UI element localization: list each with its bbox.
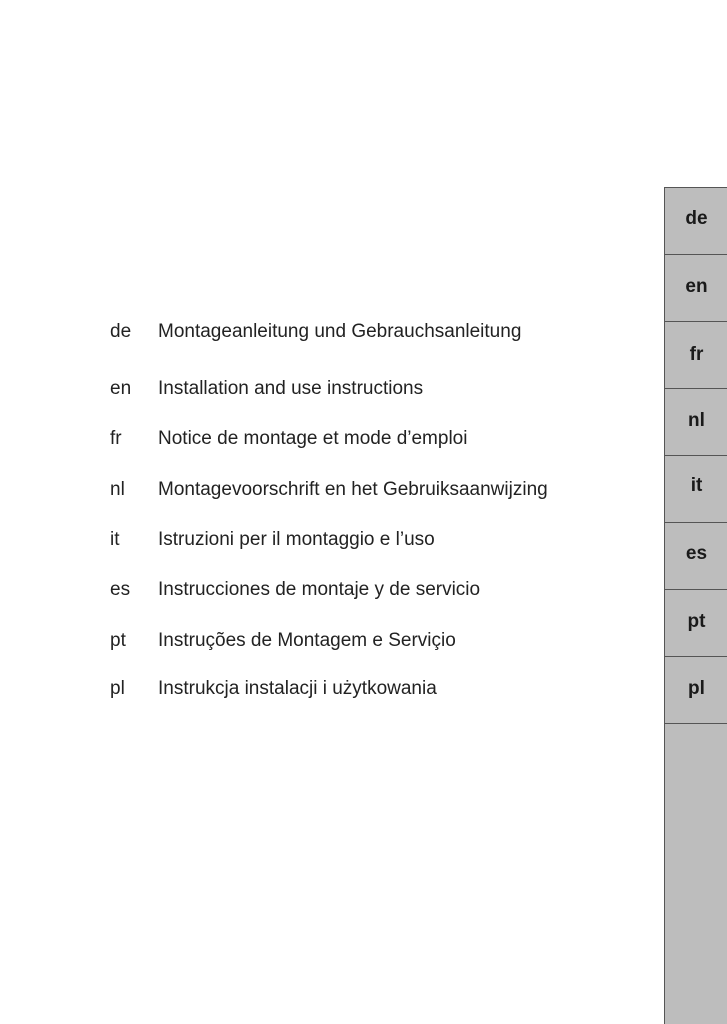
tab-label: en (685, 276, 708, 297)
language-row-pt (110, 627, 630, 655)
tab-pl[interactable] (665, 657, 727, 724)
language-code: it (110, 529, 120, 550)
tab-label: de (685, 208, 708, 229)
language-code: nl (110, 479, 125, 500)
language-row-nl (110, 476, 630, 504)
language-title: Instrukcja instalacji i użytkowania (158, 678, 437, 699)
tab-de[interactable] (665, 188, 727, 255)
language-title: Montagevoorschrift en het Gebruiksaanwijzing (158, 479, 548, 500)
language-title: Istruzioni per il montaggio e l’uso (158, 529, 435, 550)
language-code: pl (110, 678, 125, 699)
language-row-it (110, 526, 630, 554)
tab-es[interactable] (665, 523, 727, 590)
language-row-es (110, 576, 630, 604)
tab-pt[interactable] (665, 590, 727, 657)
language-row-en (110, 375, 630, 403)
language-row-fr (110, 425, 630, 453)
language-code: fr (110, 428, 122, 449)
tab-label: fr (689, 344, 704, 365)
tab-fr[interactable] (665, 322, 727, 389)
language-code: pt (110, 630, 126, 651)
language-title: Notice de montage et mode d’emploi (158, 428, 468, 449)
language-title: Instrucciones de montaje y de servicio (158, 579, 481, 600)
language-title: Montageanleitung und Gebrauchsanleitung (158, 321, 522, 342)
tab-label: nl (688, 410, 705, 431)
language-code: de (110, 321, 132, 342)
language-code: en (110, 378, 132, 399)
tab-en[interactable] (665, 255, 727, 322)
language-row-de (110, 318, 630, 346)
tab-it[interactable] (665, 456, 727, 523)
language-tab-bar (664, 187, 727, 1024)
language-title: Instruções de Montagem e Serviçio (158, 630, 456, 651)
language-code: es (110, 579, 131, 600)
tab-label: it (690, 475, 703, 496)
language-row-pl (110, 675, 630, 703)
tab-label: pl (688, 678, 705, 699)
tab-label: pt (687, 611, 706, 632)
language-title: Installation and use instructions (158, 378, 424, 399)
tab-label: es (685, 543, 708, 564)
tab-nl[interactable] (665, 389, 727, 456)
